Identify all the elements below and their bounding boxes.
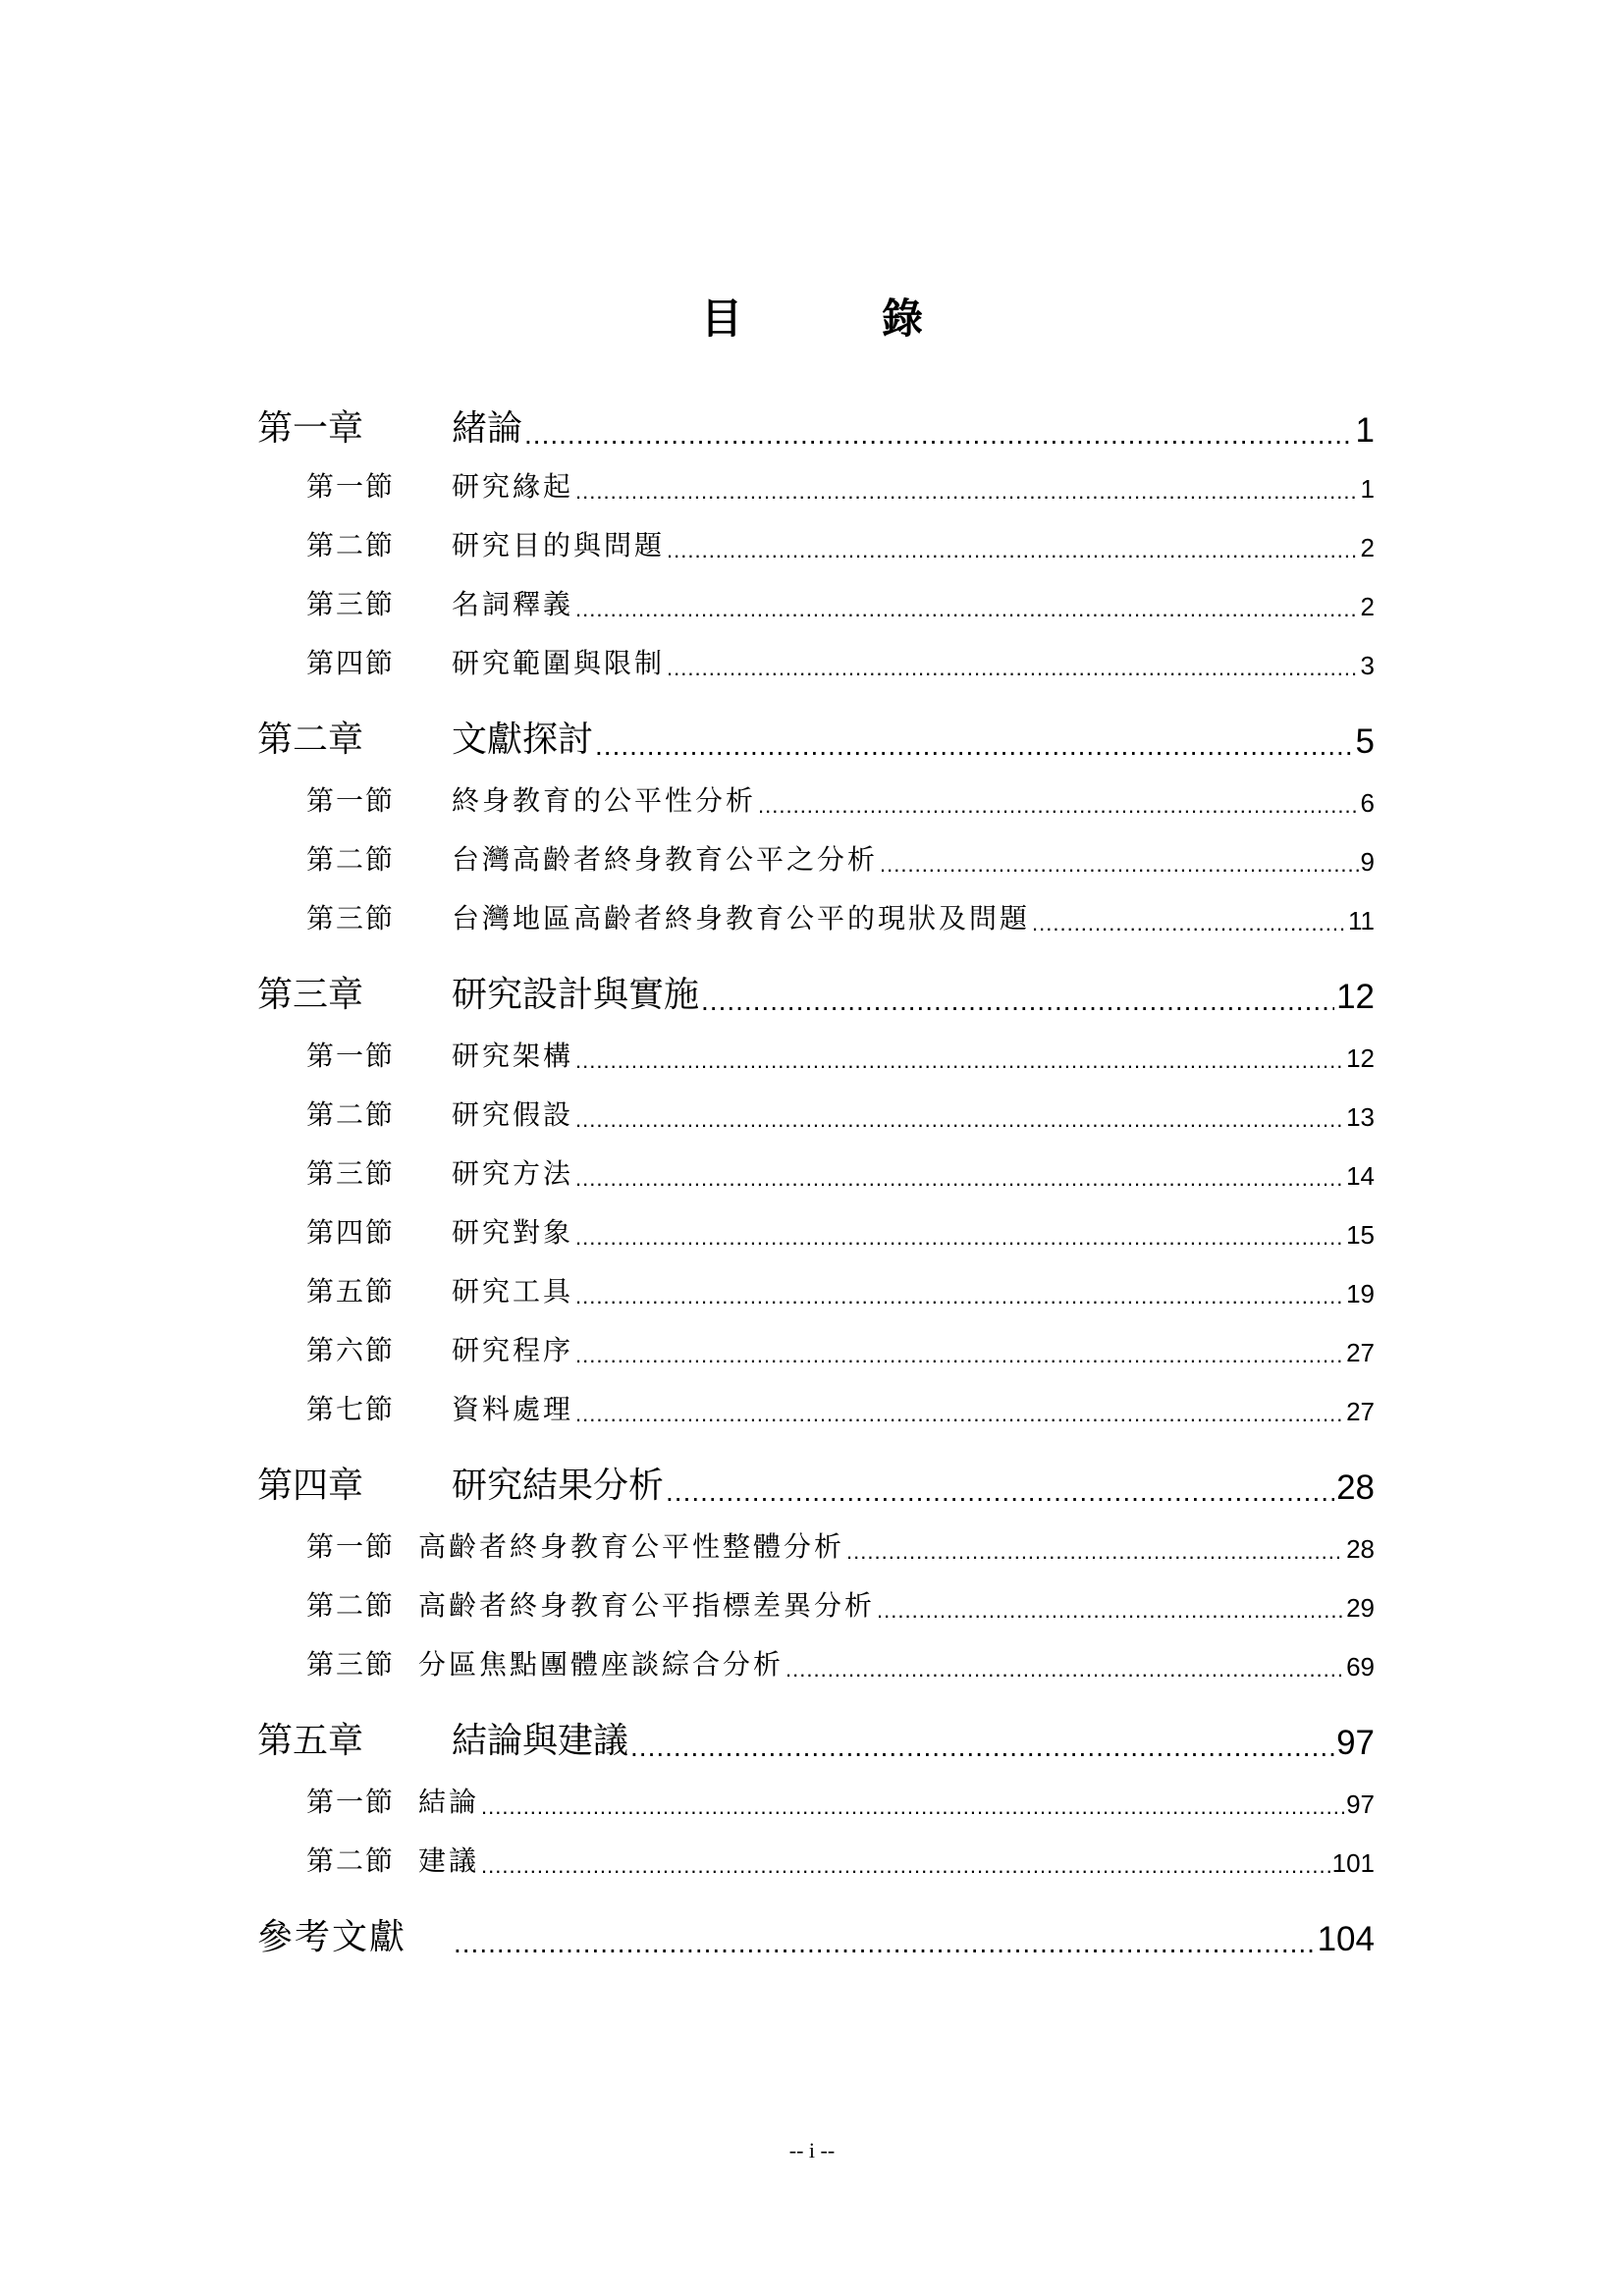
dot-leader (575, 1225, 1344, 1251)
section-number: 第一節 (306, 470, 396, 503)
section-number: 第三節 (306, 902, 396, 934)
section-number: 第二節 (306, 529, 396, 561)
toc-entry-section[interactable] (306, 836, 1375, 878)
section-title: 研究範圍與限制 (452, 647, 666, 679)
toc-entry-section[interactable] (306, 777, 1375, 819)
chapter-number: 第三章 (257, 975, 364, 1015)
page-number: 1 (1360, 474, 1375, 504)
page-number: 2 (1360, 592, 1375, 621)
toc-entry-section[interactable] (306, 1268, 1375, 1309)
dot-leader (1032, 911, 1346, 936)
toc-entry-chapter-3[interactable] (257, 964, 1375, 1017)
toc-entry-section[interactable] (306, 1641, 1375, 1682)
page-number: 1 (1355, 411, 1375, 450)
section-number: 第六節 (306, 1334, 396, 1366)
section-title: 研究架構 (452, 1040, 574, 1072)
toc-entry-chapter-4[interactable] (257, 1455, 1375, 1508)
toc-entry-section[interactable] (306, 463, 1375, 505)
section-number: 第一節 (306, 1040, 396, 1072)
section-number: 第二節 (306, 1098, 396, 1131)
page-number: 12 (1346, 1043, 1375, 1073)
toc-entry-section[interactable] (306, 1033, 1375, 1074)
page-number: 2 (1360, 533, 1375, 562)
page-number: 14 (1346, 1161, 1375, 1191)
section-title: 研究程序 (452, 1334, 574, 1366)
page-number: 29 (1346, 1593, 1375, 1623)
page-number: 19 (1346, 1279, 1375, 1308)
page-number: 27 (1346, 1397, 1375, 1426)
dot-leader (595, 730, 1354, 762)
toc-entry-section[interactable] (306, 640, 1375, 681)
toc-entry-section[interactable] (306, 1092, 1375, 1133)
section-number: 第三節 (306, 1157, 396, 1190)
toc-entry-section[interactable] (306, 1150, 1375, 1192)
toc-entry-section[interactable] (306, 1582, 1375, 1624)
section-number: 第四節 (306, 647, 396, 679)
chapter-title: 研究結果分析 (452, 1466, 665, 1506)
section-title: 名詞釋義 (452, 588, 574, 620)
dot-leader (481, 1853, 1330, 1879)
dot-leader (575, 1343, 1344, 1368)
section-title: 高齡者終身教育公平指標差異分析 (418, 1589, 876, 1622)
toc-entry-section[interactable] (306, 1523, 1375, 1565)
dot-leader (575, 479, 1359, 505)
dot-leader (667, 656, 1359, 681)
toc-entry-references[interactable] (257, 1906, 1375, 1959)
section-title: 建議 (418, 1844, 480, 1877)
section-title: 高齡者終身教育公平性整體分析 (418, 1530, 845, 1563)
toc-entry-section[interactable] (306, 1838, 1375, 1879)
dot-leader (880, 852, 1359, 878)
page-number: 11 (1348, 906, 1375, 935)
page-number: 5 (1355, 722, 1375, 761)
page-number: 28 (1346, 1534, 1375, 1564)
dot-leader (846, 1539, 1344, 1565)
page-number: 9 (1360, 847, 1375, 877)
dot-leader (575, 1048, 1344, 1074)
section-title: 分區焦點團體座談綜合分析 (418, 1648, 785, 1681)
section-number: 第二節 (306, 843, 396, 876)
page-number: 12 (1336, 978, 1375, 1016)
chapter-title: 研究設計與實施 (452, 975, 700, 1015)
section-number: 第五節 (306, 1275, 396, 1308)
page-number: 27 (1346, 1338, 1375, 1367)
dot-leader (758, 793, 1359, 819)
chapter-title: 結論與建議 (452, 1721, 629, 1761)
section-title: 台灣高齡者終身教育公平之分析 (452, 843, 879, 876)
page-number: 3 (1360, 651, 1375, 680)
references-label: 參考文獻 (257, 1917, 407, 1957)
toc-entry-chapter-5[interactable] (257, 1710, 1375, 1763)
toc-entry-section[interactable] (306, 1386, 1375, 1427)
dot-leader (481, 1794, 1344, 1820)
page-number: 69 (1346, 1652, 1375, 1682)
toc-entry-section[interactable] (306, 522, 1375, 563)
dot-leader (666, 1476, 1334, 1508)
dot-leader (701, 986, 1334, 1017)
toc-entry-section[interactable] (306, 1327, 1375, 1368)
section-title: 研究對象 (452, 1216, 574, 1249)
dot-leader (524, 419, 1354, 451)
dot-leader (575, 1402, 1344, 1427)
dot-leader (877, 1598, 1344, 1624)
toc-entry-section[interactable] (306, 1209, 1375, 1251)
chapter-number: 第五章 (257, 1721, 364, 1761)
toc-entry-section[interactable] (306, 1779, 1375, 1820)
toc-entry-section[interactable] (306, 895, 1375, 936)
page-footer-number: -- i -- (788, 2138, 836, 2163)
section-number: 第一節 (306, 1786, 396, 1818)
chapter-number: 第二章 (257, 720, 364, 760)
section-number: 第一節 (306, 784, 396, 817)
dot-leader (630, 1732, 1334, 1763)
page-number: 104 (1317, 1920, 1375, 1958)
section-title: 終身教育的公平性分析 (452, 784, 757, 817)
section-number: 第四節 (306, 1216, 396, 1249)
chapter-number: 第四章 (257, 1466, 364, 1506)
dot-leader (667, 538, 1359, 563)
dot-leader (575, 1107, 1344, 1133)
section-title: 研究目的與問題 (452, 529, 666, 561)
section-title: 資料處理 (452, 1393, 574, 1425)
page-number: 15 (1346, 1220, 1375, 1250)
page-title: 目 錄 (700, 294, 972, 343)
section-title: 研究假設 (452, 1098, 574, 1131)
chapter-title: 緒論 (452, 408, 523, 449)
section-number: 第三節 (306, 588, 396, 620)
page-number: 28 (1336, 1468, 1375, 1507)
section-title: 研究工具 (452, 1275, 574, 1308)
section-number: 第三節 (306, 1648, 396, 1681)
section-number: 第一節 (306, 1530, 396, 1563)
toc-entry-chapter-1[interactable] (257, 398, 1375, 451)
section-number: 第七節 (306, 1393, 396, 1425)
chapter-number: 第一章 (257, 408, 364, 449)
dot-leader (575, 1284, 1344, 1309)
page-number: 97 (1346, 1789, 1375, 1819)
page-number: 6 (1360, 788, 1375, 818)
toc-entry-chapter-2[interactable] (257, 709, 1375, 762)
section-title: 研究緣起 (452, 470, 574, 503)
dot-leader (575, 1166, 1344, 1192)
page-number: 97 (1336, 1724, 1375, 1762)
section-title: 台灣地區高齡者終身教育公平的現狀及問題 (452, 902, 1031, 934)
chapter-title: 文獻探討 (452, 720, 594, 760)
dot-leader (454, 1928, 1316, 1959)
dot-leader (785, 1657, 1344, 1682)
section-number: 第二節 (306, 1844, 396, 1877)
page-number: 13 (1346, 1102, 1375, 1132)
section-number: 第二節 (306, 1589, 396, 1622)
dot-leader (575, 597, 1359, 622)
toc-entry-section[interactable] (306, 581, 1375, 622)
section-title: 研究方法 (452, 1157, 574, 1190)
section-title: 結論 (418, 1786, 480, 1818)
page-number: 101 (1331, 1848, 1375, 1878)
